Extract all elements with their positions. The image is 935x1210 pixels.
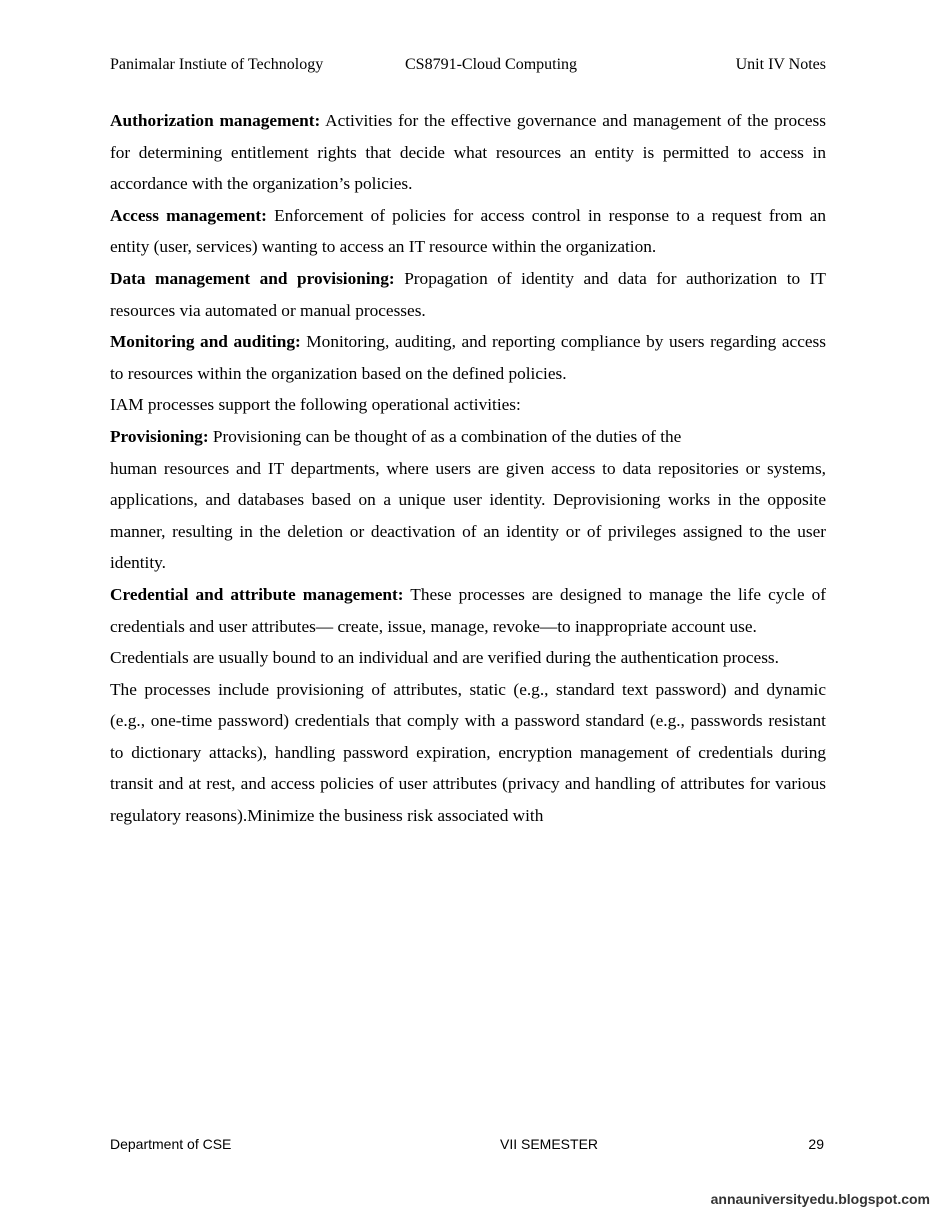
paragraph-credentials-bound: Credentials are usually bound to an individual and are verified during the authentication process. <box>110 648 779 668</box>
paragraph-data-management <box>110 263 826 326</box>
document-body <box>110 105 826 832</box>
paragraph-credential-management <box>110 579 826 642</box>
term-provisioning: Provisioning: <box>110 426 209 446</box>
page-number: 29 <box>808 1136 824 1152</box>
paragraph-authorization-management <box>110 105 826 200</box>
paragraph-text: These processes are designed to manage the life cycle of credentials and user attributes— create, issue, manage, revoke—to inappropriate account use. <box>110 584 826 636</box>
paragraph-processes-include: The processes include provisioning of attributes, static (e.g., standard text password) and dynamic (e.g., one-time password) credentials that comply with a password standard (e.g., passwords resistant to dictionary attacks), handling password expiration, encryption management of credentials during transit and at rest, and access policies of user attributes (privacy and handling of attributes for various regulatory reasons).Minimize the business risk associated with <box>110 679 826 826</box>
page-header <box>110 56 826 78</box>
term-authorization-management: Authorization management: <box>110 111 321 130</box>
paragraph-monitoring-auditing <box>110 326 826 389</box>
paragraph-text: Propagation of identity and data for authorization to IT resources via automated or manual processes. <box>110 268 826 320</box>
paragraph-access-management <box>110 200 826 263</box>
header-institute: Panimalar Instiute of Technology <box>110 56 324 73</box>
footer-department: Department of CSE <box>110 1136 232 1152</box>
term-credential-management: Credential and attribute management: <box>110 584 404 604</box>
paragraph-text: Activities for the effective governance and management of the process for determining entitlement rights that decide what resources an entity is permitted to access in accordance with the organization’s policies. <box>110 111 826 194</box>
term-access-management: Access management: <box>110 205 267 225</box>
paragraph-text: Enforcement of policies for access control in response to a request from an entity (user, services) wanting to access an IT resource within the organization. <box>110 205 826 257</box>
term-data-management: Data management and provisioning: <box>110 268 395 288</box>
term-monitoring-auditing: Monitoring and auditing: <box>110 332 301 352</box>
paragraph-provisioning <box>110 421 826 453</box>
header-unit: Unit IV Notes <box>735 56 826 73</box>
header-course: CS8791-Cloud Computing <box>405 56 578 73</box>
watermark: annauniversityedu.blogspot.com <box>710 1191 930 1207</box>
paragraph-text: Monitoring, auditing, and reporting compliance by users regarding access to resources within the organization based on the defined policies. <box>110 332 826 383</box>
footer-semester: VII SEMESTER <box>500 1136 599 1152</box>
paragraph-text: Provisioning can be thought of as a combination of the duties of the <box>208 426 682 446</box>
paragraph-provisioning-continued: human resources and IT departments, where users are given access to data repositories or systems, applications, and databases based on a unique user identity. Deprovisioning works in the opposite manner, resulting in the deletion or deactivation of an identity or of privileges assigned to the user identity. <box>110 458 826 573</box>
paragraph-iam-processes: IAM processes support the following operational activities: <box>110 395 521 415</box>
page-footer <box>110 1136 824 1156</box>
